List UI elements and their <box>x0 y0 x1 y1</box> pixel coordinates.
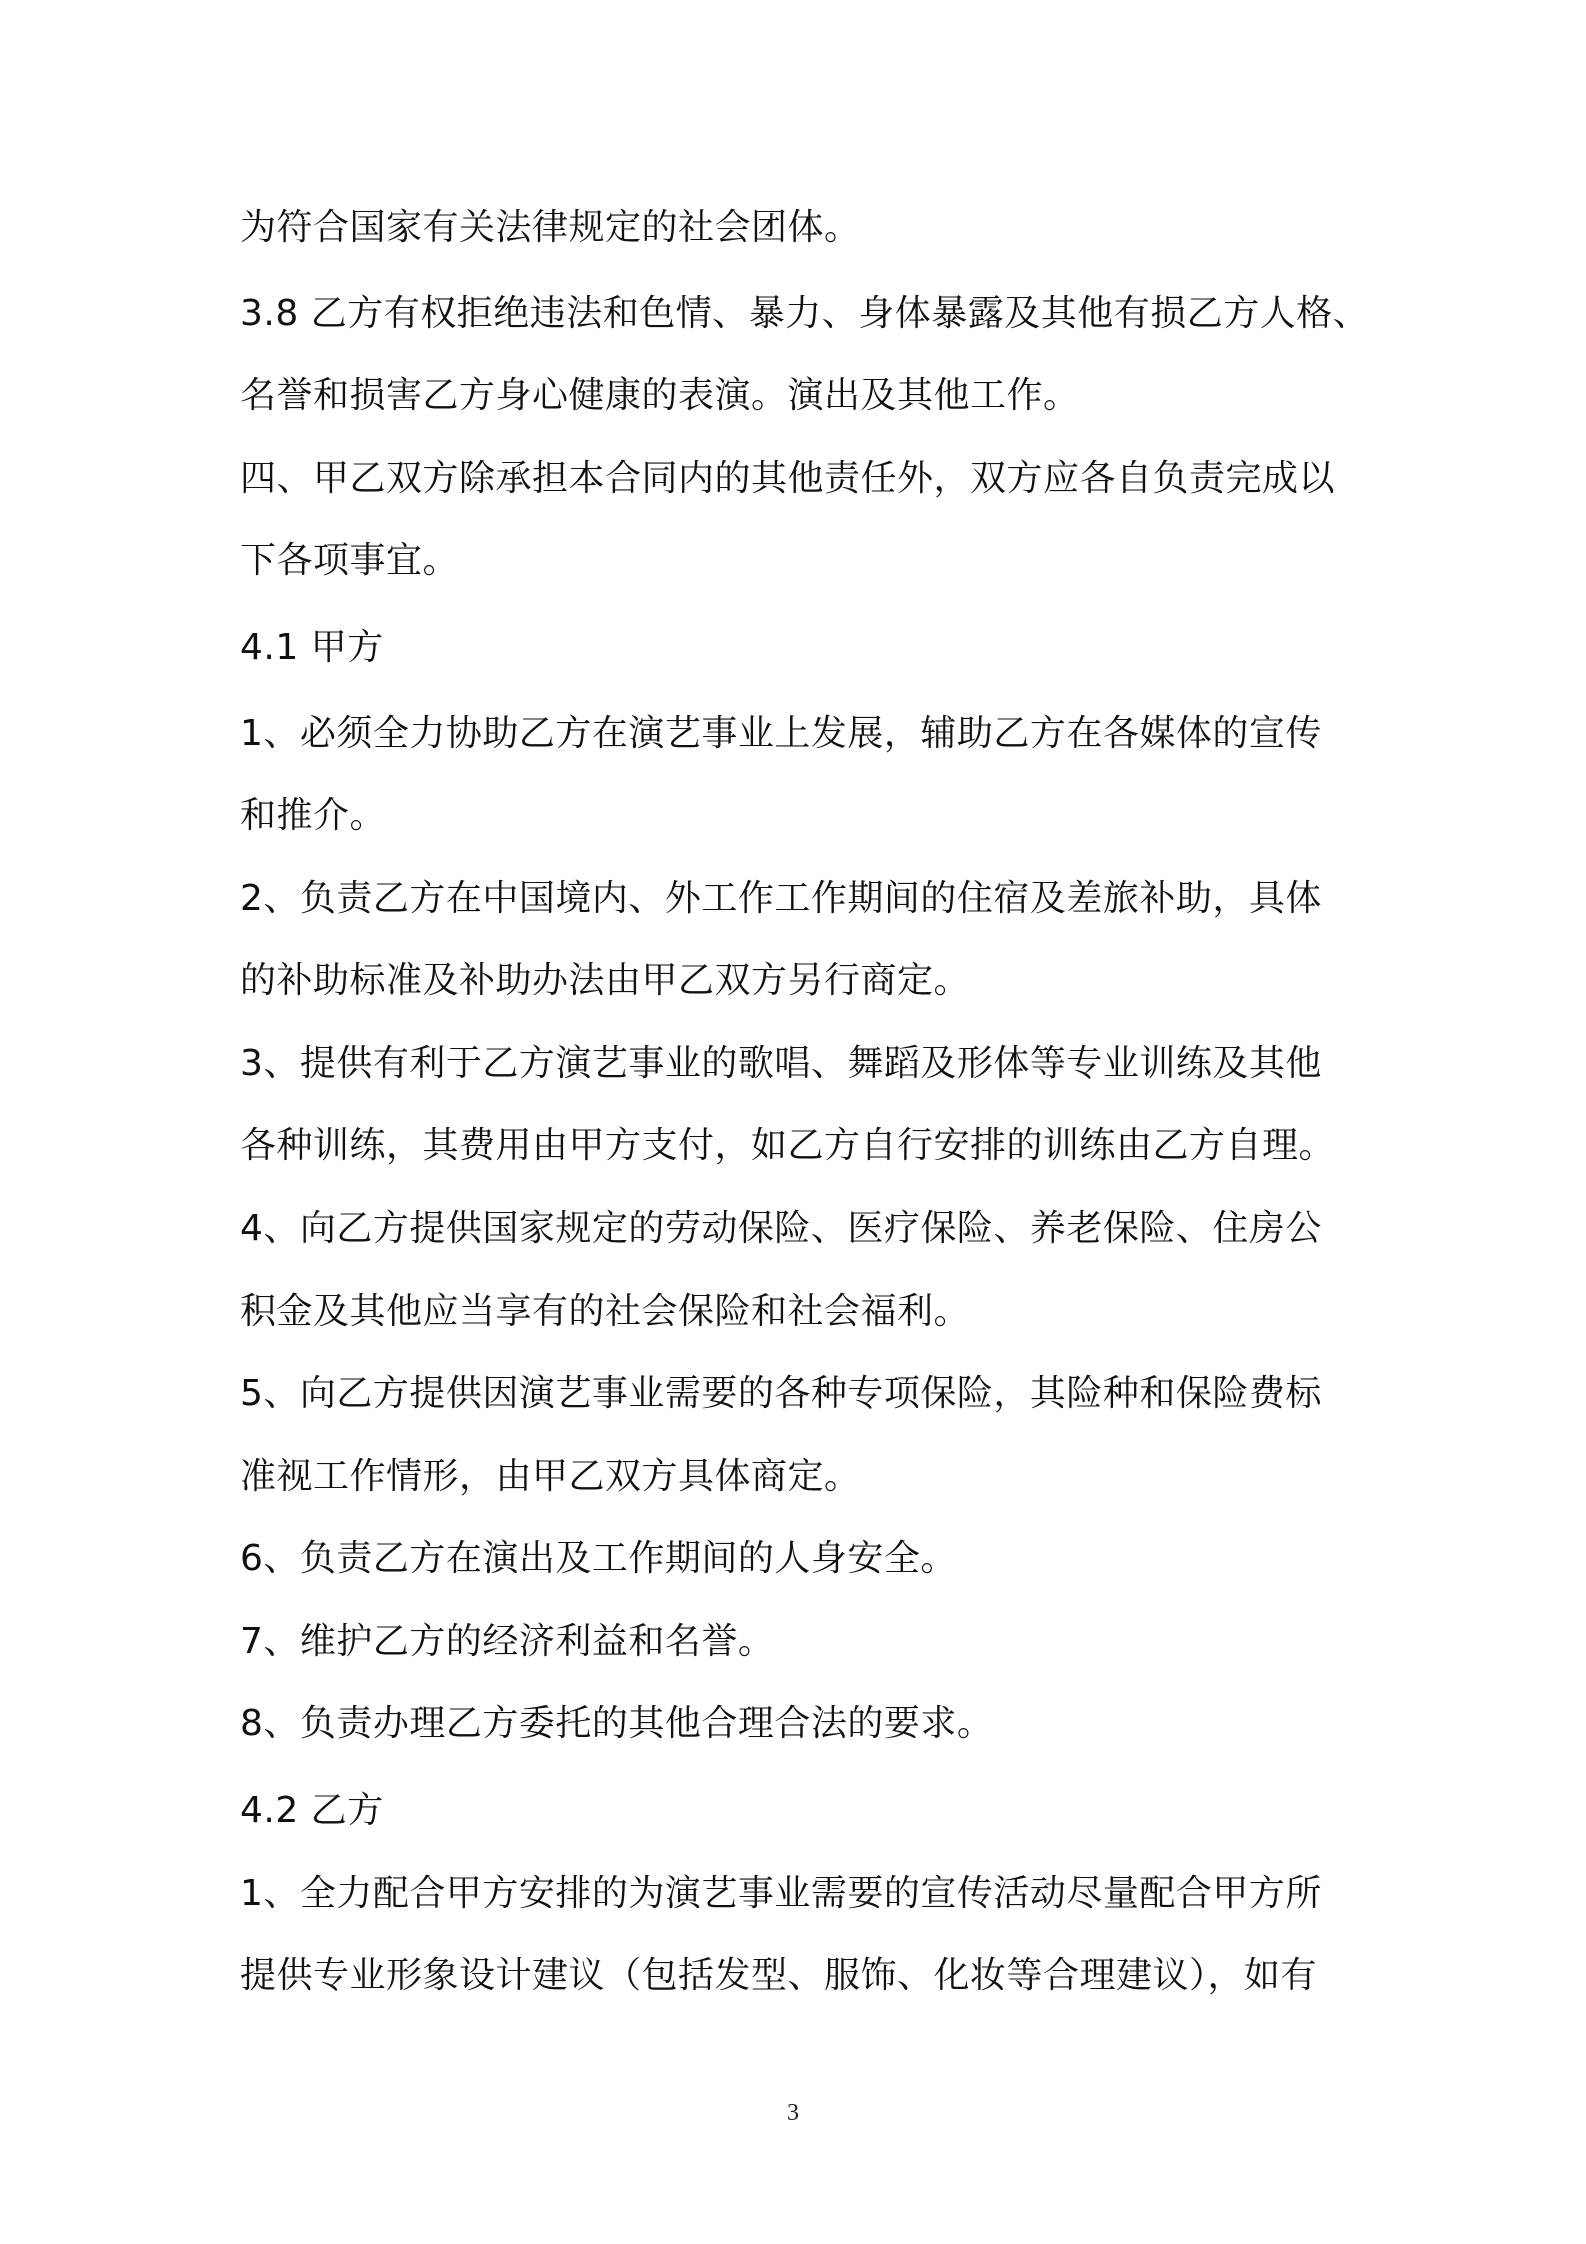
text-line: 2、负责乙方在中国境内、外工作工作期间的住宿及差旅补助，具体 <box>240 878 1322 919</box>
text-line: 8、负责办理乙方委托的其他合理合法的要求。 <box>240 1703 994 1744</box>
text-line: 1、全力配合甲方安排的为演艺事业需要的宣传活动尽量配合甲方所 <box>240 1873 1322 1914</box>
text-line: 1、必须全力协助乙方在演艺事业上发展，辅助乙方在各媒体的宣传 <box>240 713 1322 754</box>
section-heading: 4.2 乙方 <box>240 1790 384 1831</box>
section-heading: 4.1 甲方 <box>240 627 384 668</box>
text-line: 为符合国家有关法律规定的社会团体。 <box>240 207 861 248</box>
text-line: 积金及其他应当享有的社会保险和社会福利。 <box>240 1291 971 1332</box>
text-line: 和推介。 <box>240 795 387 836</box>
text-line: 提供专业形象设计建议（包括发型、服饰、化妆等合理建议），如有 <box>240 1955 1318 1996</box>
text-line: 4、向乙方提供国家规定的劳动保险、医疗保险、养老保险、住房公 <box>240 1208 1322 1249</box>
text-line: 名誉和损害乙方身心健康的表演。演出及其他工作。 <box>240 375 1080 416</box>
text-line: 5、向乙方提供因演艺事业需要的各种专项保险，其险种和保险费标 <box>240 1373 1322 1414</box>
text-line: 3.8 乙方有权拒绝违法和色情、暴力、身体暴露及其他有损乙方人格、 <box>240 293 1370 334</box>
text-line: 的补助标准及补助办法由甲乙双方另行商定。 <box>240 960 971 1001</box>
page-number: 3 <box>787 2100 799 2126</box>
text-line: 准视工作情形，由甲乙双方具体商定。 <box>240 1456 861 1497</box>
text-line: 各种训练，其费用由甲方支付，如乙方自行安排的训练由乙方自理。 <box>240 1125 1336 1166</box>
text-line: 下各项事宜。 <box>240 540 460 581</box>
text-line: 6、负责乙方在演出及工作期间的人身安全。 <box>240 1538 957 1579</box>
text-line: 7、维护乙方的经济利益和名誉。 <box>240 1621 775 1662</box>
text-line: 四、甲乙双方除承担本合同内的其他责任外，双方应各自负责完成以 <box>240 458 1336 499</box>
text-line: 3、提供有利于乙方演艺事业的歌唱、舞蹈及形体等专业训练及其他 <box>240 1043 1322 1084</box>
